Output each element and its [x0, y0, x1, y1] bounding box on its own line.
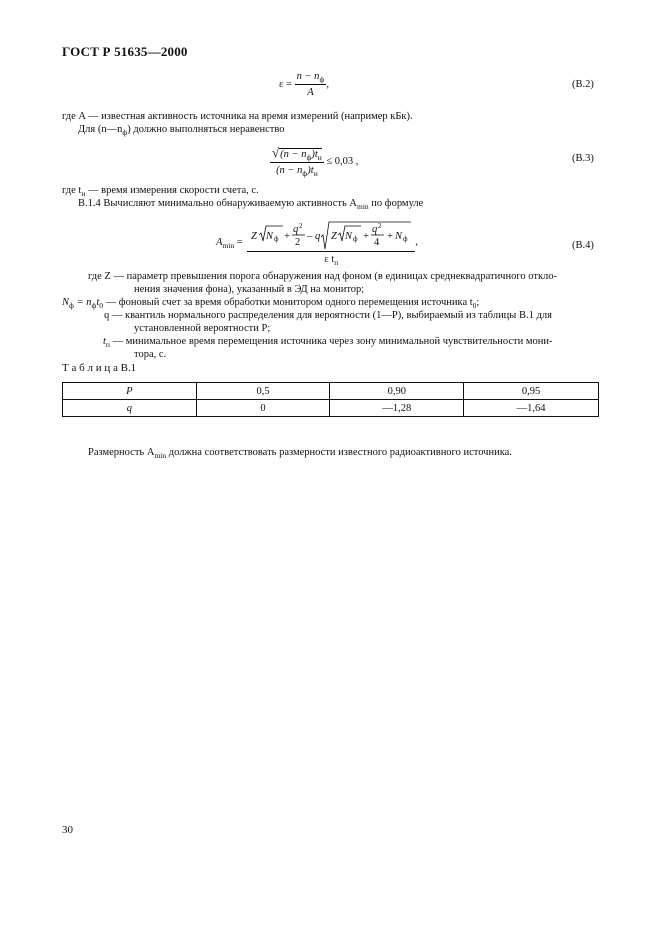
definition-z-line1: где Z — параметр превышения порога обнаружения над фоном (в единицах среднеквадратичного откло- [88, 271, 558, 282]
text-for-part1: Для (n—n [78, 124, 123, 135]
table-row [63, 383, 599, 400]
equation-b4-trail: , [415, 236, 418, 248]
text-b14-part2: по формуле [368, 198, 424, 209]
equation-b4-lhs-sub: min [222, 240, 235, 250]
equation-b2 [279, 70, 329, 99]
equation-b3-num-part2: )t [311, 149, 318, 160]
definition-q-line1: q — квантиль нормального распределения для вероятности (1—P), выбираемый из таблицы B.1 для [104, 310, 552, 321]
definition-t-line1 [103, 335, 553, 348]
table-cell: P [63, 383, 197, 400]
equation-b2-fraction [295, 70, 327, 99]
equation-b2-numerator: n − n [296, 71, 320, 82]
definition-n-sub1: ф [69, 301, 74, 311]
svg-text:Z: Z [331, 231, 338, 242]
svg-text:+: + [387, 231, 394, 242]
definition-t-sub: п [105, 340, 110, 350]
equation-b3-num-sub2: и [317, 153, 322, 163]
equation-b2-denominator: A [307, 87, 314, 98]
table-cell: 0,95 [464, 383, 599, 400]
text-where-t [62, 184, 259, 197]
equation-b2-num-sub: ф [319, 75, 325, 85]
equation-b4-lhs: A [216, 236, 223, 248]
definition-n-sub4: 0 [472, 301, 477, 311]
definition-n-text: — фоновый счет за время обработки монитором одного перемещения источника t [103, 297, 473, 308]
document-header: ГОСТ Р 51635—2000 [62, 44, 188, 59]
svg-text:q: q [315, 231, 321, 242]
svg-text:Z: Z [251, 231, 258, 242]
text-where-a: где A — известная активность источника на время измерений (например кБк). [62, 111, 413, 122]
equation-b2-trail: , [326, 78, 329, 90]
table-b1 [62, 382, 599, 417]
equation-b4: $A_{min}$ = Z N ф + q 2 2 – q Z N ф + q 2 4 + N ф ε $t_п$ , [216, 218, 418, 266]
equation-b2-lhs: ε = [279, 78, 292, 90]
text-for-part2: ) должно выполняться неравенство [127, 124, 285, 135]
svg-text:+: + [363, 231, 370, 242]
table-caption: Т а б л и ц а B.1 [62, 362, 137, 374]
definition-n-t: t [96, 297, 100, 308]
equation-b3-num-sub1: ф [306, 153, 312, 163]
svg-text:4: 4 [374, 237, 380, 248]
svg-text:N: N [345, 231, 353, 242]
definition-t-line2: тора, с. [134, 349, 167, 360]
dimension-note-part2: должна соответствовать размерности известного радиоактивного источника. [166, 447, 512, 458]
equation-b4-denominator: ε t [324, 254, 335, 265]
svg-text:ф: ф [353, 235, 358, 243]
text-b14-part1: B.1.4 Вычисляют минимально обнаруживаемую активность A [78, 198, 357, 209]
svg-text:2: 2 [299, 222, 303, 230]
svg-text:+: + [284, 231, 291, 242]
equation-b3-den-sub2: и [313, 169, 318, 179]
dimension-note-part1: Размерность A [88, 447, 155, 458]
equation-b3-den-sub1: ф [302, 169, 308, 179]
table-cell: q [63, 400, 197, 417]
table-cell: 0 [196, 400, 330, 417]
text-b14 [78, 197, 423, 210]
equation-b4-number: (B.4) [572, 240, 594, 251]
svg-text:2: 2 [295, 237, 301, 248]
svg-text:q: q [372, 224, 378, 235]
equation-b3-den-part2: )t [307, 165, 314, 176]
dimension-note [88, 446, 512, 459]
svg-text:–: – [307, 231, 313, 242]
table-cell: —1,64 [464, 400, 599, 417]
text-b14-sub: min [356, 202, 369, 212]
definition-n [62, 296, 479, 309]
definition-n-end: ; [476, 297, 480, 308]
svg-text:ф: ф [403, 235, 408, 243]
definition-t-symbol: t [103, 336, 106, 347]
text-for-n [78, 123, 284, 136]
table-cell: 0,5 [196, 383, 330, 400]
definition-z-line2: нения значения фона), указанный в ЭД на монитор; [134, 284, 365, 295]
page-number: 30 [62, 824, 73, 836]
equation-b3 [270, 146, 358, 177]
svg-text:ф: ф [274, 235, 279, 243]
text-for-sub: ф [122, 128, 128, 138]
svg-text:N: N [395, 231, 403, 242]
definition-n-symbol: N [62, 297, 70, 308]
equation-b4-den-sub: п [334, 258, 339, 268]
equation-b4-numerator-formula [249, 220, 413, 250]
dimension-note-sub: min [154, 451, 167, 461]
equation-b3-fraction: $\frac{√(n - n_ф)t_и}{(n - n_ф)t_и}$ [272, 145, 322, 179]
definition-n-sub3: 0 [99, 301, 104, 311]
table-row [63, 400, 599, 417]
svg-text:2: 2 [378, 222, 382, 230]
definition-q-line2: установленной вероятности P; [134, 323, 271, 334]
equation-b3-rhs: ≤ 0,03 , [326, 155, 359, 167]
text-where-t-sub: и [81, 189, 86, 199]
text-where-t-part2: — время измерения скорости счета, с. [85, 185, 259, 196]
equation-b3-number: (B.3) [572, 153, 594, 164]
svg-text:N: N [266, 231, 274, 242]
svg-text:q: q [293, 224, 299, 235]
definition-n-sub2: ф [91, 301, 97, 311]
definition-t-text: — минимальное время перемещения источника через зону минимальной чувствительности мони- [109, 336, 553, 347]
equation-b4-fraction [247, 218, 415, 266]
table-cell: —1,28 [330, 400, 464, 417]
table-cell: 0,90 [330, 383, 464, 400]
equation-b3-den-part1: (n − n [276, 165, 303, 176]
equation-b4-numerator [247, 218, 415, 252]
text-where-t-part1: где t [62, 185, 82, 196]
equation-b3-num-part1: (n − n [280, 149, 307, 160]
definition-n-eq: = n [73, 297, 92, 308]
equation-b2-number: (B.2) [572, 79, 594, 90]
